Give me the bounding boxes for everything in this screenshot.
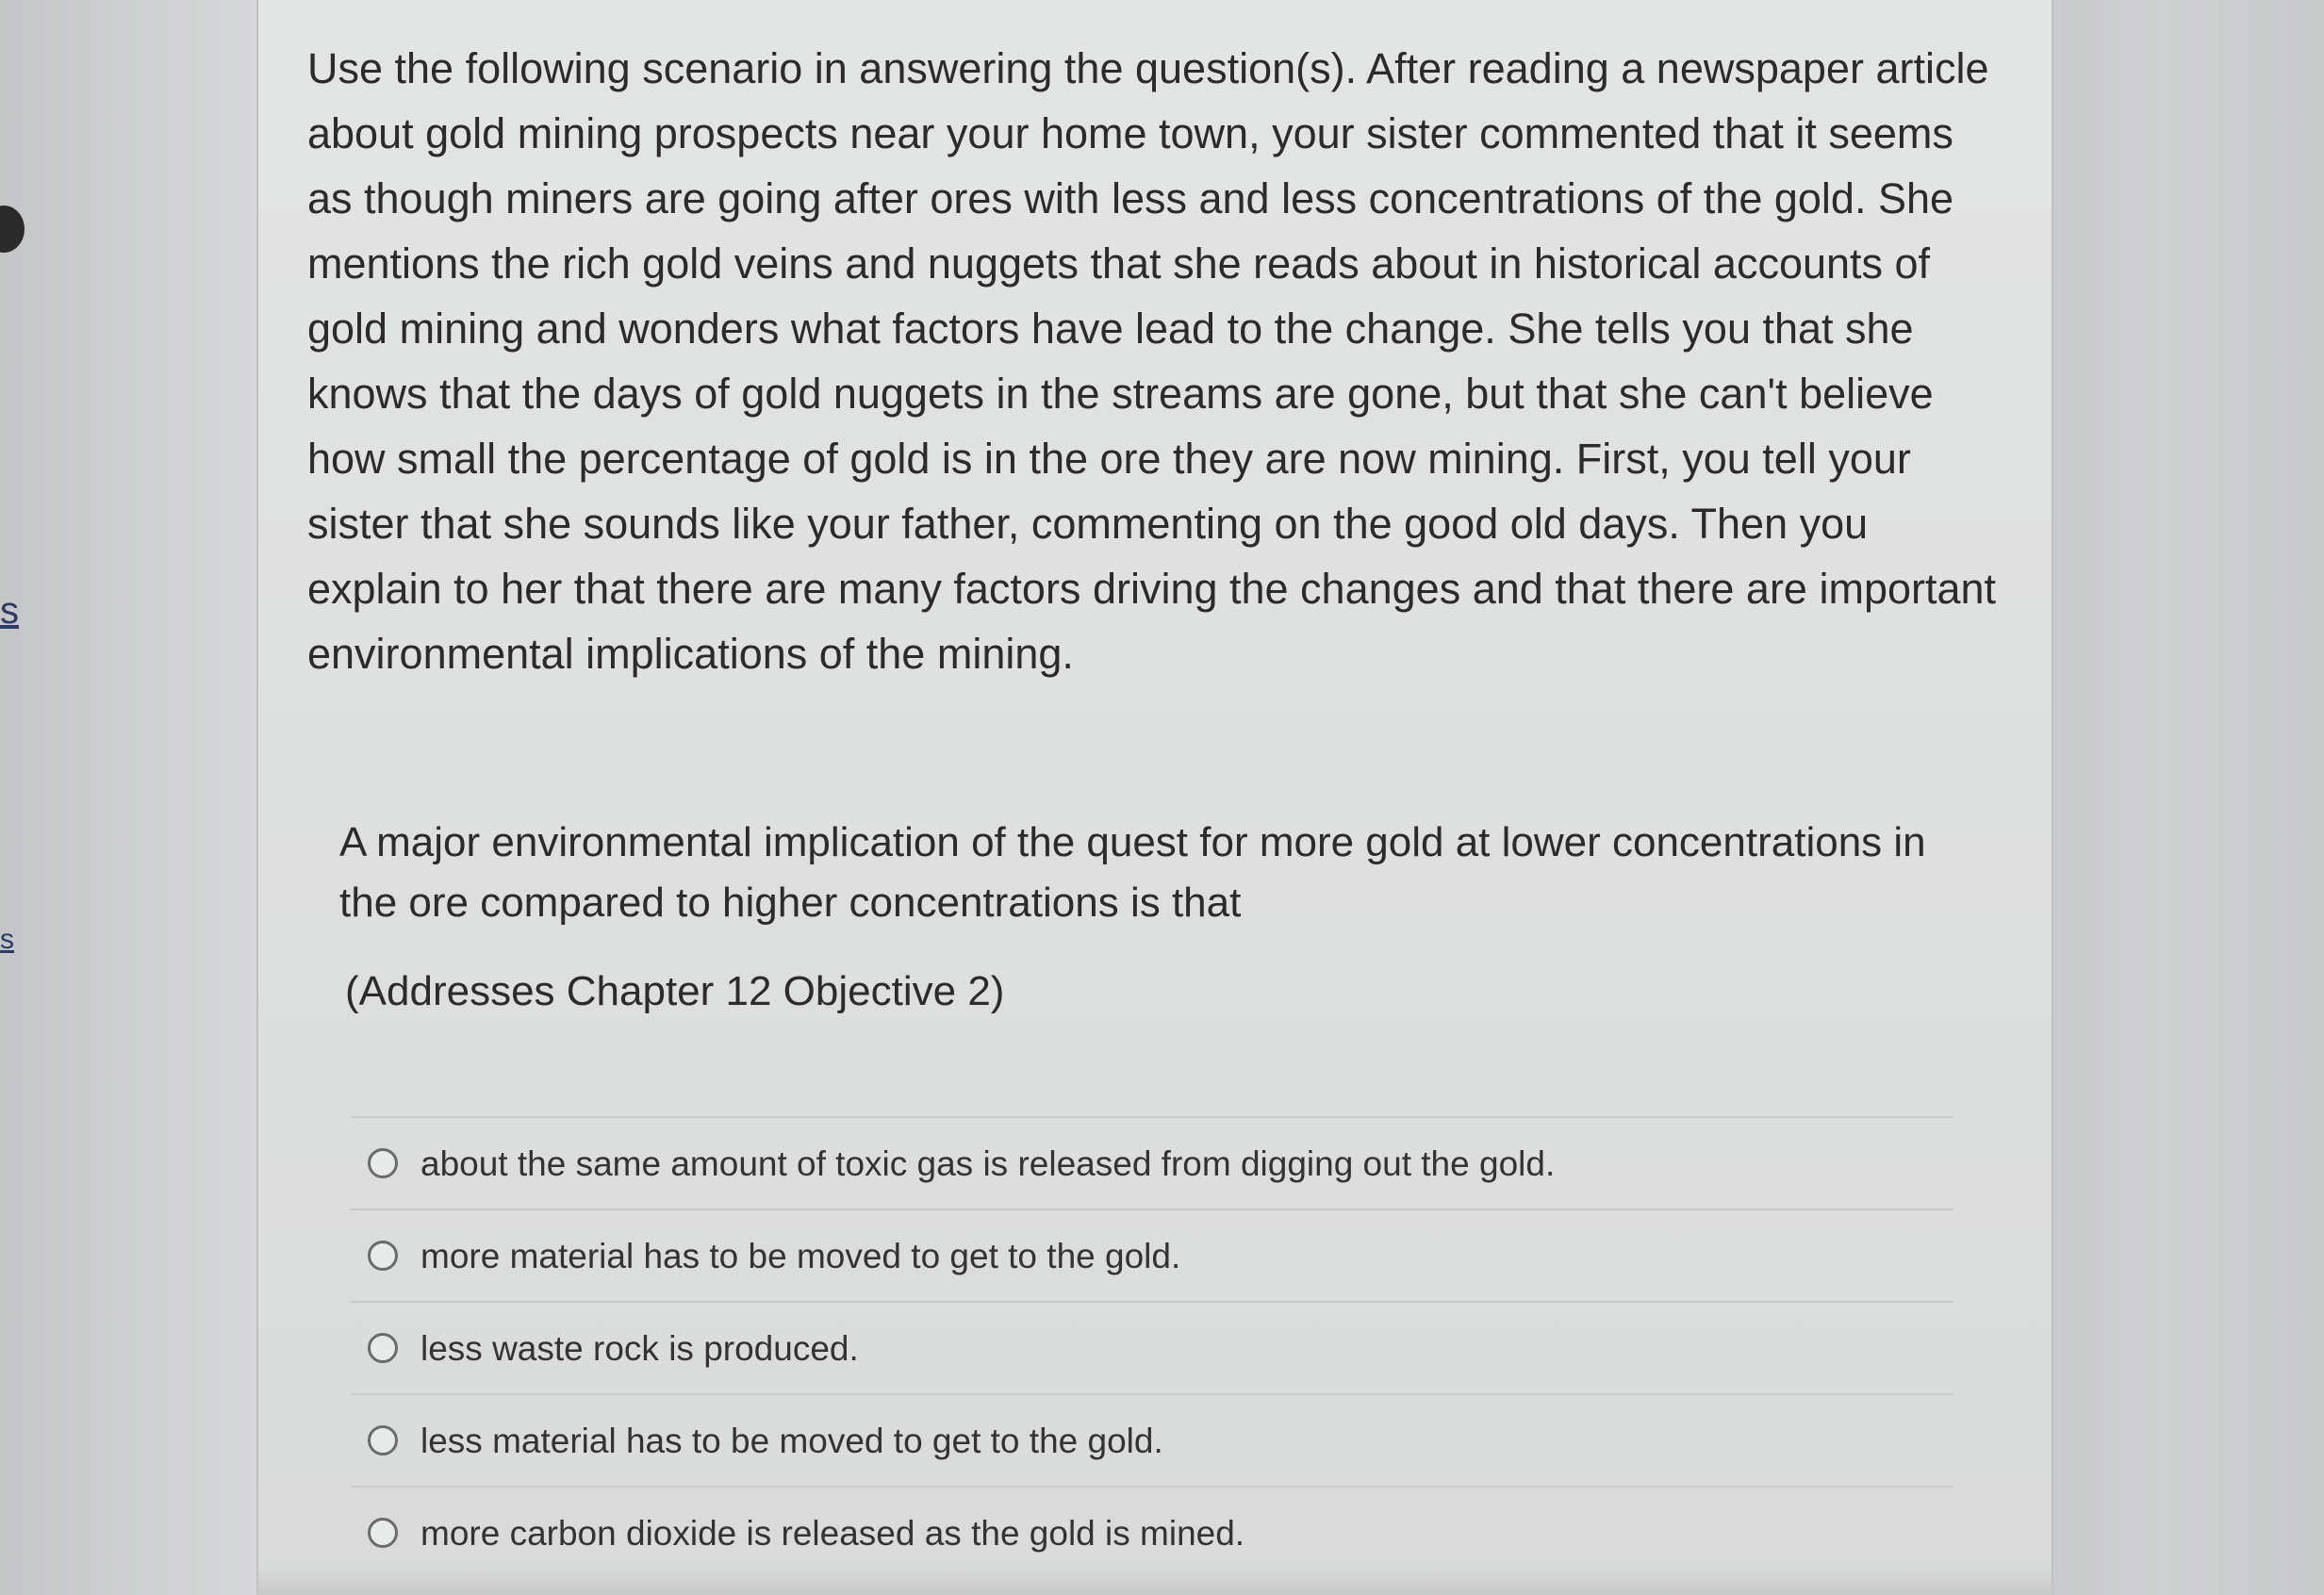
scenario-text: Use the following scenario in answering the question(s). After reading a newspaper article about gold mining prospects near your home town, your sister commented that it seems as though miners are going after ores with less and less concentrations of the gold. She mentions the rich gold veins and nuggets that she reads about in historical accounts of gold mining and wonders what factors have lead to the change. She tells you that she knows that the days of gold nuggets in the streams are gone, but that she can't believe how small the percentage of gold is in the ore they are now mining. First, you tell your sister that she sounds like your father, commenting on the good old days. Then you explain to her that there are many factors driving the changes and that there are important environmental implications of the mining. (307, 44, 1997, 678)
answer-option-label[interactable]: more material has to be moved to get to the gold. (420, 1236, 1181, 1275)
answer-option[interactable] (351, 1209, 1953, 1301)
answer-options (351, 1116, 1953, 1578)
bottom-edge-shadow (256, 1565, 2053, 1595)
radio-button-icon[interactable] (368, 1333, 398, 1363)
answer-option-label[interactable]: about the same amount of toxic gas is released from digging out the gold. (420, 1143, 1556, 1183)
answer-option-label[interactable]: less material has to be moved to get to the gold. (420, 1421, 1163, 1460)
left-sidebar (0, 0, 256, 1595)
right-margin (2053, 0, 2324, 1595)
objective-note: (Addresses Chapter 12 Objective 2) (345, 968, 1005, 1014)
radio-button-icon[interactable] (368, 1148, 398, 1178)
scenario-block (307, 36, 2033, 686)
notification-badge-icon (0, 206, 25, 253)
radio-button-icon[interactable] (368, 1518, 398, 1548)
answer-option[interactable] (351, 1393, 1953, 1486)
sidebar-link-2[interactable]: s (0, 924, 14, 955)
question-prompt: A major environmental implication of the quest for more gold at lower concentrations in the ore compared to higher concentrations is that (339, 819, 1926, 926)
sidebar-link-1[interactable]: s (0, 590, 19, 632)
radio-button-icon[interactable] (368, 1425, 398, 1455)
answer-option[interactable] (351, 1116, 1953, 1209)
answer-option-label[interactable]: less waste rock is produced. (420, 1328, 859, 1368)
answer-option[interactable] (351, 1301, 1953, 1393)
answer-option-label[interactable]: more carbon dioxide is released as the gold is mined. (420, 1513, 1245, 1553)
radio-button-icon[interactable] (368, 1241, 398, 1271)
